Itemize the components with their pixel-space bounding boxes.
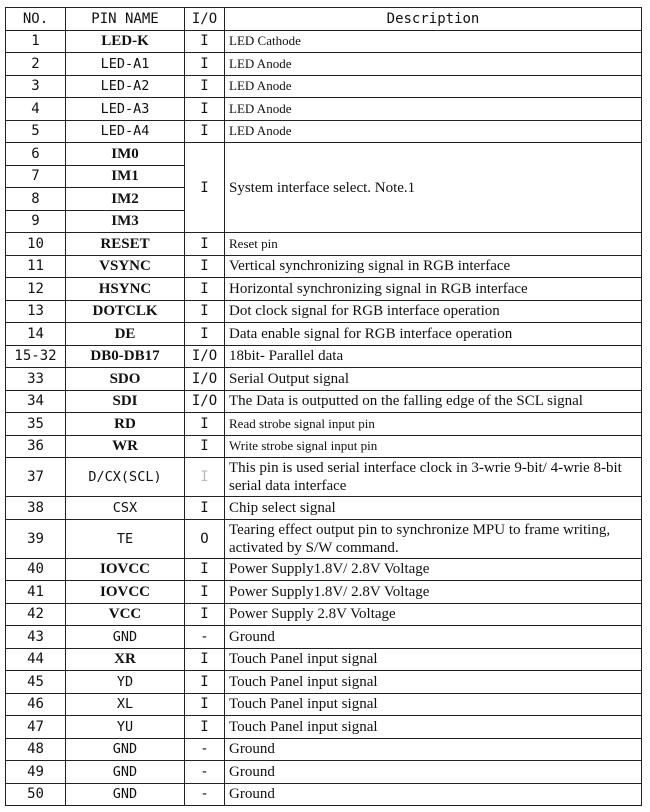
pin-number: 34 xyxy=(6,390,66,413)
pin-table xyxy=(5,7,642,806)
pin-name: LED-K xyxy=(66,30,185,53)
pin-io: I xyxy=(185,693,225,716)
pin-number: 13 xyxy=(6,300,66,323)
table-row xyxy=(6,761,642,784)
pin-io: I xyxy=(185,255,225,278)
pin-name: IOVCC xyxy=(66,558,185,581)
pin-number: 7 xyxy=(6,165,66,188)
table-row xyxy=(6,143,642,166)
pin-number: 48 xyxy=(6,738,66,761)
pin-name: GND xyxy=(66,626,185,649)
pin-io: - xyxy=(185,783,225,806)
pin-name: D/CX(SCL) xyxy=(66,458,185,497)
pin-description: Touch Panel input signal xyxy=(225,716,642,739)
table-row xyxy=(6,458,642,497)
pin-number: 2 xyxy=(6,53,66,76)
table-row xyxy=(6,671,642,694)
pin-name: LED-A4 xyxy=(66,120,185,143)
table-row xyxy=(6,519,642,558)
table-row xyxy=(6,53,642,76)
pin-description: Reset pin xyxy=(225,233,642,256)
pin-number: 36 xyxy=(6,435,66,458)
table-row xyxy=(6,98,642,121)
pin-description: Horizontal synchronizing signal in RGB interface xyxy=(225,278,642,301)
pin-io: - xyxy=(185,761,225,784)
pin-number: 6 xyxy=(6,143,66,166)
pin-number: 1 xyxy=(6,30,66,53)
table-row xyxy=(6,716,642,739)
pin-io: I xyxy=(185,497,225,520)
pin-name: VSYNC xyxy=(66,255,185,278)
pin-name: VCC xyxy=(66,603,185,626)
table-row xyxy=(6,435,642,458)
pin-number: 35 xyxy=(6,413,66,436)
pin-number: 41 xyxy=(6,581,66,604)
pin-name: YU xyxy=(66,716,185,739)
pin-description: Power Supply1.8V/ 2.8V Voltage xyxy=(225,558,642,581)
pin-io: I xyxy=(185,143,225,233)
table-row xyxy=(6,278,642,301)
pin-description: Ground xyxy=(225,761,642,784)
pin-io: I/O xyxy=(185,368,225,391)
header-io: I/O xyxy=(185,8,225,31)
pin-description: LED Anode xyxy=(225,53,642,76)
pin-name: LED-A2 xyxy=(66,75,185,98)
pin-number: 33 xyxy=(6,368,66,391)
pin-number: 42 xyxy=(6,603,66,626)
pin-name: IOVCC xyxy=(66,581,185,604)
pin-number: 10 xyxy=(6,233,66,256)
pin-io: I xyxy=(185,435,225,458)
pin-io: I xyxy=(185,233,225,256)
header-pin-name: PIN NAME xyxy=(66,8,185,31)
pin-description: LED Anode xyxy=(225,75,642,98)
pin-number: 45 xyxy=(6,671,66,694)
pin-description: Power Supply1.8V/ 2.8V Voltage xyxy=(225,581,642,604)
pin-io: I xyxy=(185,53,225,76)
pin-description: Write strobe signal input pin xyxy=(225,435,642,458)
header-description: Description xyxy=(225,8,642,31)
pin-name: TE xyxy=(66,519,185,558)
pin-name: IM3 xyxy=(66,210,185,233)
table-row xyxy=(6,738,642,761)
pin-number: 14 xyxy=(6,323,66,346)
table-row xyxy=(6,120,642,143)
pin-name: DE xyxy=(66,323,185,346)
pin-description: LED Anode xyxy=(225,120,642,143)
pin-description: This pin is used serial interface clock in 3-wrie 9-bit/ 4-wrie 8-bit serial data interface xyxy=(225,458,642,497)
pin-description: Tearing effect output pin to synchronize MPU to frame writing, activated by S/W command. xyxy=(225,519,642,558)
pin-io: I xyxy=(185,300,225,323)
pin-io: - xyxy=(185,738,225,761)
pin-description: Touch Panel input signal xyxy=(225,693,642,716)
pin-description: Power Supply 2.8V Voltage xyxy=(225,603,642,626)
header-no: NO. xyxy=(6,8,66,31)
pin-name: CSX xyxy=(66,497,185,520)
pin-io: I/O xyxy=(185,345,225,368)
table-row xyxy=(6,497,642,520)
pin-io: - xyxy=(185,626,225,649)
pin-description: Data enable signal for RGB interface operation xyxy=(225,323,642,346)
pin-name: GND xyxy=(66,738,185,761)
table-row xyxy=(6,626,642,649)
pin-description: The Data is outputted on the falling edge of the SCL signal xyxy=(225,390,642,413)
pin-name: SDO xyxy=(66,368,185,391)
pin-number: 15-32 xyxy=(6,345,66,368)
pin-description: System interface select. Note.1 xyxy=(225,143,642,233)
pin-name: DB0-DB17 xyxy=(66,345,185,368)
pin-name: IM1 xyxy=(66,165,185,188)
pin-name: GND xyxy=(66,783,185,806)
pin-name: IM0 xyxy=(66,143,185,166)
pin-number: 44 xyxy=(6,648,66,671)
pin-io: I xyxy=(185,278,225,301)
pin-number: 39 xyxy=(6,519,66,558)
table-row xyxy=(6,323,642,346)
table-row xyxy=(6,75,642,98)
pin-number: 40 xyxy=(6,558,66,581)
pin-number: 37 xyxy=(6,458,66,497)
table-row xyxy=(6,255,642,278)
pin-name: XL xyxy=(66,693,185,716)
pin-name: YD xyxy=(66,671,185,694)
pin-number: 12 xyxy=(6,278,66,301)
pin-name: WR xyxy=(66,435,185,458)
table-row xyxy=(6,413,642,436)
header-row xyxy=(6,8,642,31)
pin-number: 46 xyxy=(6,693,66,716)
pin-io: I xyxy=(185,581,225,604)
pin-description: LED Anode xyxy=(225,98,642,121)
pin-io: I xyxy=(185,648,225,671)
pin-name: RESET xyxy=(66,233,185,256)
pin-name: LED-A3 xyxy=(66,98,185,121)
pin-name: LED-A1 xyxy=(66,53,185,76)
pin-io: I/O xyxy=(185,390,225,413)
pin-name: IM2 xyxy=(66,188,185,211)
table-row xyxy=(6,558,642,581)
pin-io: I xyxy=(185,98,225,121)
pin-description: Serial Output signal xyxy=(225,368,642,391)
pin-number: 5 xyxy=(6,120,66,143)
pin-name: SDI xyxy=(66,390,185,413)
pin-number: 11 xyxy=(6,255,66,278)
table-row xyxy=(6,693,642,716)
pin-description: LED Cathode xyxy=(225,30,642,53)
pin-io: I xyxy=(185,716,225,739)
pin-number: 47 xyxy=(6,716,66,739)
table-row xyxy=(6,581,642,604)
pin-number: 4 xyxy=(6,98,66,121)
pin-number: 8 xyxy=(6,188,66,211)
pin-io: I xyxy=(185,458,225,497)
table-row xyxy=(6,300,642,323)
pin-description: Ground xyxy=(225,783,642,806)
pin-number: 50 xyxy=(6,783,66,806)
pin-number: 3 xyxy=(6,75,66,98)
pin-io: I xyxy=(185,75,225,98)
table-row xyxy=(6,603,642,626)
pin-number: 49 xyxy=(6,761,66,784)
pin-name: XR xyxy=(66,648,185,671)
table-row xyxy=(6,233,642,256)
table-row xyxy=(6,345,642,368)
pin-number: 9 xyxy=(6,210,66,233)
pin-description: Chip select signal xyxy=(225,497,642,520)
pin-name: HSYNC xyxy=(66,278,185,301)
table-row xyxy=(6,390,642,413)
pin-description: Vertical synchronizing signal in RGB interface xyxy=(225,255,642,278)
pin-description: Dot clock signal for RGB interface operation xyxy=(225,300,642,323)
pin-description: 18bit- Parallel data xyxy=(225,345,642,368)
pin-io: I xyxy=(185,558,225,581)
pin-description: Touch Panel input signal xyxy=(225,648,642,671)
table-row xyxy=(6,368,642,391)
pin-description: Ground xyxy=(225,738,642,761)
pin-io: I xyxy=(185,30,225,53)
pin-name: RD xyxy=(66,413,185,436)
pin-number: 43 xyxy=(6,626,66,649)
pin-io: I xyxy=(185,671,225,694)
pin-io: O xyxy=(185,519,225,558)
pin-name: GND xyxy=(66,761,185,784)
pin-number: 38 xyxy=(6,497,66,520)
pin-description: Read strobe signal input pin xyxy=(225,413,642,436)
pin-description: Touch Panel input signal xyxy=(225,671,642,694)
pin-name: DOTCLK xyxy=(66,300,185,323)
table-row xyxy=(6,783,642,806)
pin-io: I xyxy=(185,413,225,436)
pin-description: Ground xyxy=(225,626,642,649)
pin-io: I xyxy=(185,603,225,626)
table-row xyxy=(6,648,642,671)
table-row xyxy=(6,30,642,53)
pin-io: I xyxy=(185,323,225,346)
pin-io: I xyxy=(185,120,225,143)
